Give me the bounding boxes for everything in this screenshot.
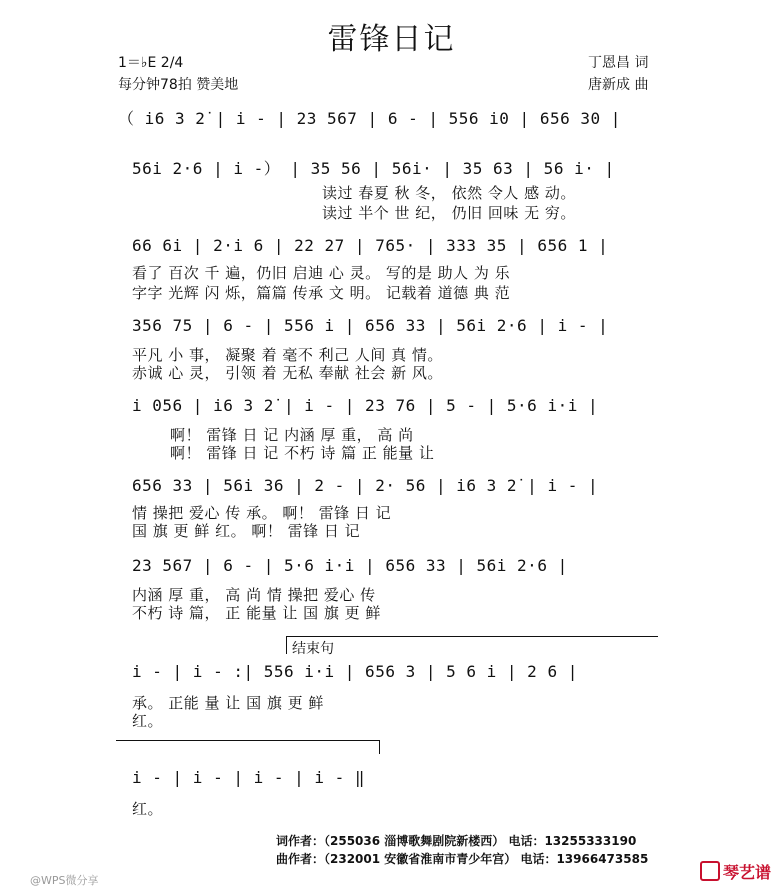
coda-bracket-tick	[379, 740, 380, 754]
lyric-line: 红。	[132, 800, 164, 818]
lyricist-credit: 丁恩昌 词	[588, 55, 649, 71]
notation-row: 23 567 | 6 - | 5·6 i·i | 656 33 | 56i 2·6 |	[132, 556, 568, 575]
wps-watermark: @WPS微分享	[30, 874, 99, 887]
notation-row: 56i 2·6 | i -） | 35 56 | 56i· | 35 63 | 56 i· |	[132, 159, 615, 178]
logo-text: 琴艺谱	[723, 863, 772, 882]
notation-row: i - | i - | i - | i - ‖	[132, 768, 366, 787]
key-signature: 1＝♭E 2/4	[118, 55, 184, 71]
coda-bracket	[116, 740, 380, 741]
notation-row: 66 6i | 2·i 6 | 22 27 | 765· | 333 35 | 656 1 |	[132, 236, 609, 255]
notation-row: i - | i - :| 556 i·i | 656 3 | 5 6 i | 2 6 |	[132, 662, 578, 681]
notation-row: i 056 | i6 3 2̇ | i - | 23 76 | 5 - | 5·6 i·i |	[132, 396, 599, 415]
notation-row: 656 33 | 56i 36 | 2 - | 2· 56 | i6 3 2̇ | i - |	[132, 476, 599, 495]
lyric-line: 读过 春夏 秋 冬， 依然 令人 感 动。	[322, 184, 576, 202]
ending-label: 结束句	[292, 641, 334, 657]
lyric-line: 啊！ 雷锋 日 记 不朽 诗 篇 正 能量 让	[170, 444, 435, 462]
lyric-line: 红。	[132, 712, 164, 730]
composer-credit: 唐新成 曲	[588, 77, 649, 93]
lyric-line: 看了 百次 千 遍，仍旧 启迪 心 灵。 写的是 助人 为 乐	[132, 264, 511, 282]
ending-bracket	[286, 636, 658, 637]
lyricist-contact: 词作者：（255036 淄博歌舞剧院新楼西） 电话：13255333190	[276, 834, 637, 848]
composer-contact: 曲作者：（232001 安徽省淮南市青少年宫） 电话：13966473585	[276, 852, 649, 866]
notation-row: 356 75 | 6 - | 556 i | 656 33 | 56i 2·6 | i - |	[132, 316, 609, 335]
lyric-line: 国 旗 更 鲜 红。 啊！ 雷锋 日 记	[132, 522, 361, 540]
lyric-line: 啊！ 雷锋 日 记 内涵 厚 重， 高 尚	[170, 426, 414, 444]
lyric-line: 内涵 厚 重， 高 尚 情 操把 爱心 传	[132, 586, 376, 604]
lyric-line: 读过 半个 世 纪， 仍旧 回味 无 穷。	[322, 204, 576, 222]
song-title: 雷锋日记	[327, 22, 456, 57]
lyric-line: 承。 正能 量 让 国 旗 更 鲜	[132, 694, 324, 712]
ending-bracket-tick	[286, 636, 287, 654]
lyric-line: 不朽 诗 篇， 正 能量 让 国 旗 更 鲜	[132, 604, 381, 622]
lyric-line: 赤诚 心 灵， 引领 着 无私 奉献 社会 新 风。	[132, 364, 443, 382]
logo-icon	[700, 861, 720, 881]
lyric-line: 情 操把 爱心 传 承。 啊！ 雷锋 日 记	[132, 504, 392, 522]
tempo-marking: 每分钟78拍 赞美地	[118, 77, 239, 93]
lyric-line: 平凡 小 事， 凝聚 着 毫不 利己 人间 真 情。	[132, 346, 443, 364]
notation-row: （ i6 3 2̇ | i - | 23 567 | 6 - | 556 i0 | 656 30 |	[118, 109, 621, 128]
site-logo	[700, 860, 771, 883]
lyric-line: 字字 光辉 闪 烁，篇篇 传承 文 明。 记载着 道德 典 范	[132, 284, 511, 302]
